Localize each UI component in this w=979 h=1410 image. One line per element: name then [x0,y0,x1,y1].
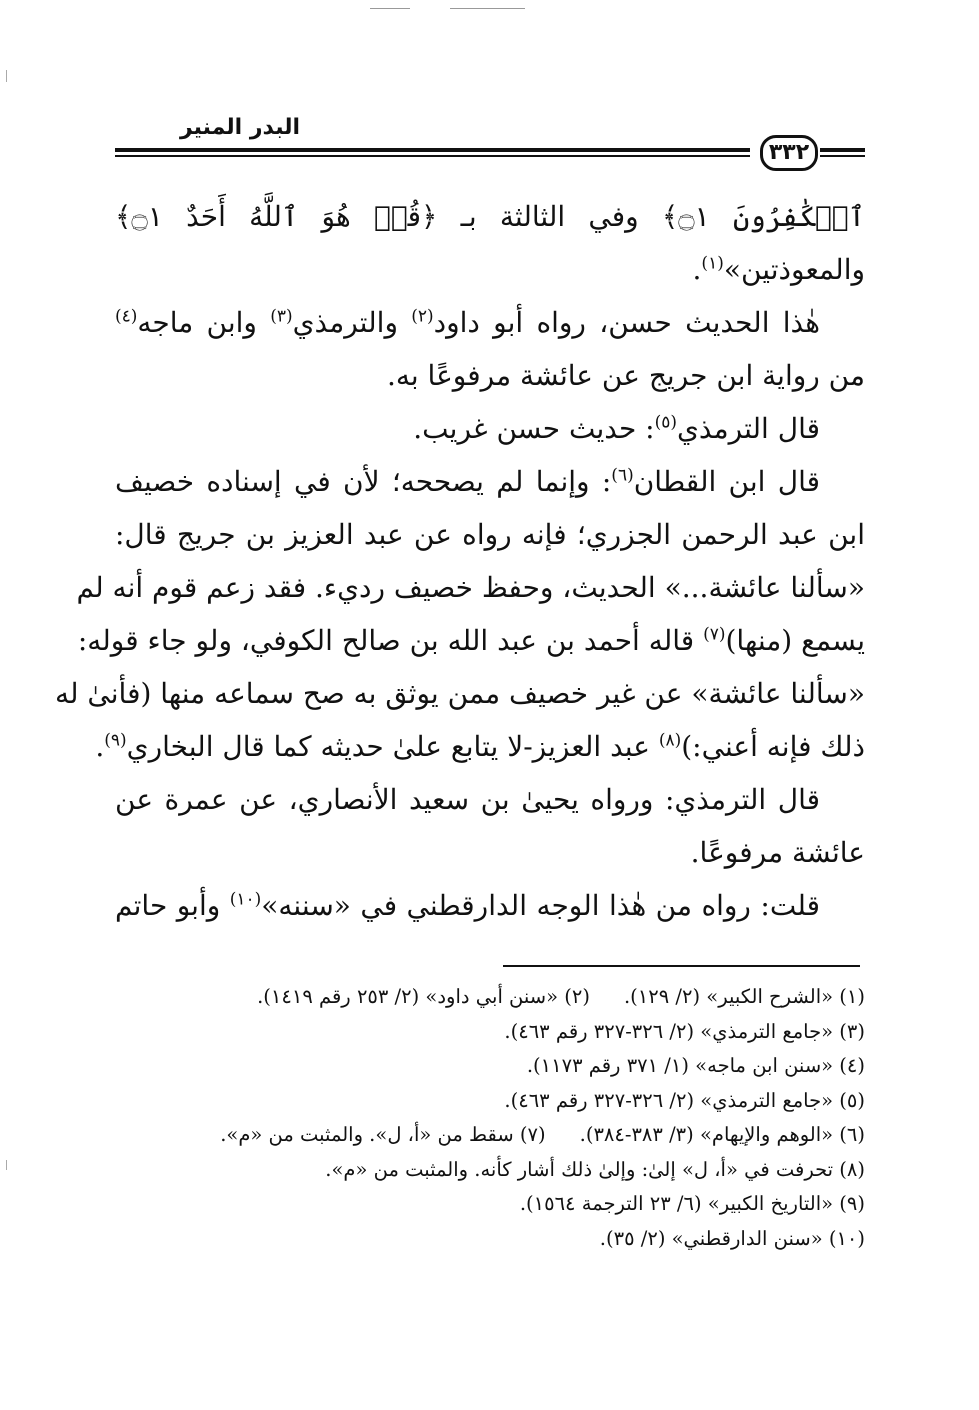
footnote: (٤) «سنن ابن ماجه» (١/ ٣٧١ رقم ١١٧٣). [526,1054,865,1077]
footnote-ref: (١) [701,253,724,274]
header-rule [820,148,865,152]
footnote-ref: (٨) [658,730,682,751]
text-span: والترمذي [292,306,412,339]
text-line: ابن عبد الرحمن الجزري؛ فإنه رواه عن عبد العزيز بن جريج قال: [115,518,865,551]
text-span: قال الترمذي [677,412,820,445]
header-rule [820,155,865,157]
text-line: عائشة مرفوعًا. [690,836,865,869]
text-span: هٰذا الحديث حسن، رواه أبو داود [433,306,820,339]
text-line: «سألنا عائشة» عن غير خصيف ممن يوثق به صح سماعه منها (فأنىٰ له [54,677,865,710]
footnote: (١) «الشرح الكبير» (٢/ ١٢٩). [623,985,865,1008]
footnote-ref: (٤) [115,306,138,327]
text-span: : حديث حسن غريب. [413,412,655,445]
footnote: (٣) «جامع الترمذي» (٢/ ٣٢٦-٣٢٧ رقم ٤٦٣). [504,1019,865,1043]
scan-mark [370,8,410,9]
text-line [115,243,865,296]
paragraph [54,455,865,773]
footnote-row [115,1222,865,1257]
text-line [115,879,865,932]
footnote-ref: (٧) [703,624,726,645]
text-line [77,614,865,667]
header-rule [115,155,750,157]
text-span: والمعوذتين» [723,253,865,286]
text-line [95,720,865,773]
footnote-row [115,1187,865,1222]
footnote-separator [503,965,860,967]
footnote-ref: (١٠) [229,889,262,910]
main-text [54,190,865,932]
footnote: (٥) «جامع الترمذي» (٢/ ٣٢٦-٣٢٧ رقم ٤٦٣). [504,1088,865,1112]
page-header [115,115,865,185]
text-span: وابن ماجه [137,306,271,339]
text-span: عبد العزيز-لا يتابع علىٰ حديثه كما قال البخاري [126,730,659,763]
text-line [115,455,865,508]
footnote-row [115,1118,865,1153]
text-span: وأبو حاتم [115,889,230,922]
scan-mark [6,70,7,82]
footnote: (٧) سقط من «أ، ل». والمثبت من «م». [220,1123,546,1146]
footnotes [115,980,865,1256]
header-rule [115,148,750,152]
paragraph [115,879,865,932]
text-span: قال ابن القطان [633,465,821,498]
footnote-ref: (٢) [411,306,434,327]
page-number: ٣٣٢ [760,135,818,171]
text-span: قاله أحمد بن عبد الله بن صالح الكوفي، ولو جاء قوله: [77,624,704,657]
footnote-row [115,1049,865,1084]
footnote: (٢) «سنن أبي داود» (٢/ ٢٥٣ رقم ١٤١٩). [257,985,590,1008]
text-line [115,402,865,455]
text-span: . [95,730,105,763]
text-line: قال الترمذي: ورواه يحيىٰ بن سعيد الأنصاري، عن عمرة عن [115,783,820,816]
text-line: ٱلۡكَٰفِرُونَ ۝١﴾ وفي الثالثة بـ ﴿قُلۡ هُوَ ٱللَّهُ أَحَدٌ ۝١﴾ [115,200,865,233]
paragraph [115,773,865,879]
text-span: . [692,253,702,286]
scan-mark [6,1160,7,1170]
footnote: (٦) «الوهم والإيهام» (٣/ ٣٨٣-٣٨٤). [579,1123,865,1146]
footnote-ref: (٥) [654,412,678,433]
scan-mark [450,8,525,9]
footnote-ref: (٩) [104,730,127,751]
footnote-ref: (٣) [270,306,293,327]
text-line [115,296,865,349]
text-span: قلت: رواه من هٰذا الوجه الدارقطني في «سننه» [261,889,820,922]
text-span: ذلك فإنه أعني:) [681,730,865,763]
text-span: يسمع (منها) [725,624,865,657]
paragraph [115,402,865,455]
footnote: (٩) «التاريخ الكبير» (٦/ ٢٣ الترجمة ١٥٦٤). [519,1192,865,1215]
text-line: من رواية ابن جريج عن عائشة مرفوعًا به. [386,359,865,392]
book-title: البدر المنير [179,115,300,140]
paragraph [115,296,865,402]
footnote: (٨) تحرفت في «أ، ل» إلىٰ: وإلىٰ ذلك أشار كأنه. والمثبت من «م». [325,1157,865,1181]
footnote: (١٠) «سنن الدارقطني» (٢/ ٣٥). [599,1226,865,1250]
footnote-ref: (٦) [611,465,634,486]
text-line: «سألنا عائشة...» الحديث، وحفظ خصيف رديء. فقد زعم قوم أنه لم [76,571,865,604]
footnote-row [115,1153,865,1188]
paragraph [115,190,865,296]
footnote-row [115,1084,865,1119]
footnote-row [115,1015,865,1050]
footnote-row [115,980,865,1015]
text-span: : وإنما لم يصححه؛ لأن في إسناده خصيف [115,465,612,498]
